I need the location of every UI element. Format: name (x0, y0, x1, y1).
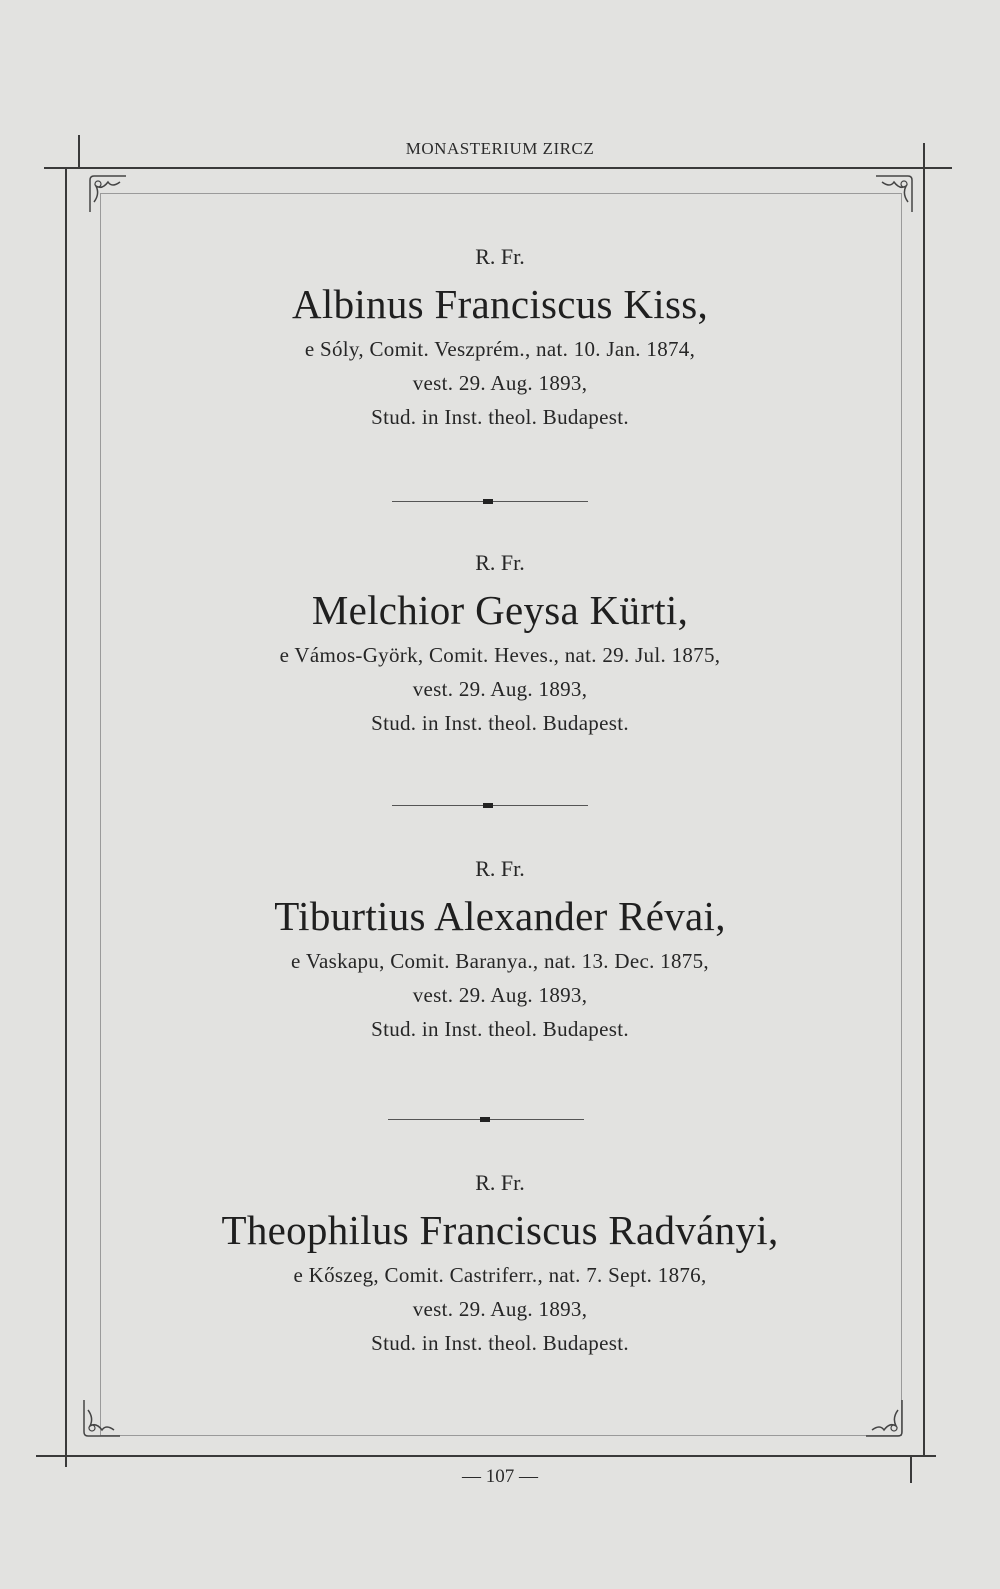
entry-study-line: Stud. in Inst. theol. Budapest. (371, 711, 629, 735)
entry-name: Albinus Franciscus Kiss, (291, 281, 709, 327)
top-rule-right-tick (923, 143, 925, 169)
entry-study-line: Stud. in Inst. theol. Budapest. (371, 1017, 629, 1041)
running-header: MONASTERIUM ZIRCZ (405, 139, 595, 158)
entry-origin-line: e Kőszeg, Comit. Castriferr., nat. 7. Sept. 1876, (293, 1263, 707, 1287)
entry-origin-line: e Sóly, Comit. Veszprém., nat. 10. Jan. 1874, (304, 337, 696, 361)
entry-title: R. Fr. (475, 856, 525, 881)
section-separator (0, 801, 1000, 811)
entry-title: R. Fr. (475, 1170, 525, 1195)
entry-vestition-line: vest. 29. Aug. 1893, (412, 677, 588, 701)
right-outer-rule (923, 167, 925, 1455)
entry-vestition-line: vest. 29. Aug. 1893, (412, 983, 588, 1007)
entry-study-line: Stud. in Inst. theol. Budapest. (371, 405, 629, 429)
entry-block (100, 854, 900, 1046)
entry-name: Tiburtius Alexander Révai, (274, 893, 726, 939)
entry-name: Melchior Geysa Kürti, (311, 587, 689, 633)
corner-ornament-icon (862, 1396, 906, 1440)
corner-ornament-icon (872, 172, 916, 216)
entry-title: R. Fr. (475, 244, 525, 269)
entry-vestition-line: vest. 29. Aug. 1893, (412, 1297, 588, 1321)
entry-vestition-line: vest. 29. Aug. 1893, (412, 371, 588, 395)
entry-name: Theophilus Franciscus Radványi, (221, 1207, 779, 1253)
entry-study-line: Stud. in Inst. theol. Budapest. (371, 1331, 629, 1355)
corner-ornament-icon (86, 172, 130, 216)
entry-origin-line: e Vámos-Györk, Comit. Heves., nat. 29. Jul. 1875, (279, 643, 721, 667)
left-outer-rule (65, 167, 67, 1467)
top-rule-left-tick (78, 135, 80, 169)
entry-block (100, 1168, 900, 1360)
corner-ornament-icon (80, 1396, 124, 1440)
page-number: — 107 — (462, 1466, 538, 1487)
top-rule (44, 167, 952, 169)
entry-block (100, 548, 900, 740)
section-separator (0, 1115, 1000, 1125)
bottom-rule (36, 1455, 936, 1457)
entry-title: R. Fr. (475, 550, 525, 575)
entry-block (100, 242, 900, 434)
entry-origin-line: e Vaskapu, Comit. Baranya., nat. 13. Dec. 1875, (291, 949, 709, 973)
section-separator (0, 497, 1000, 507)
